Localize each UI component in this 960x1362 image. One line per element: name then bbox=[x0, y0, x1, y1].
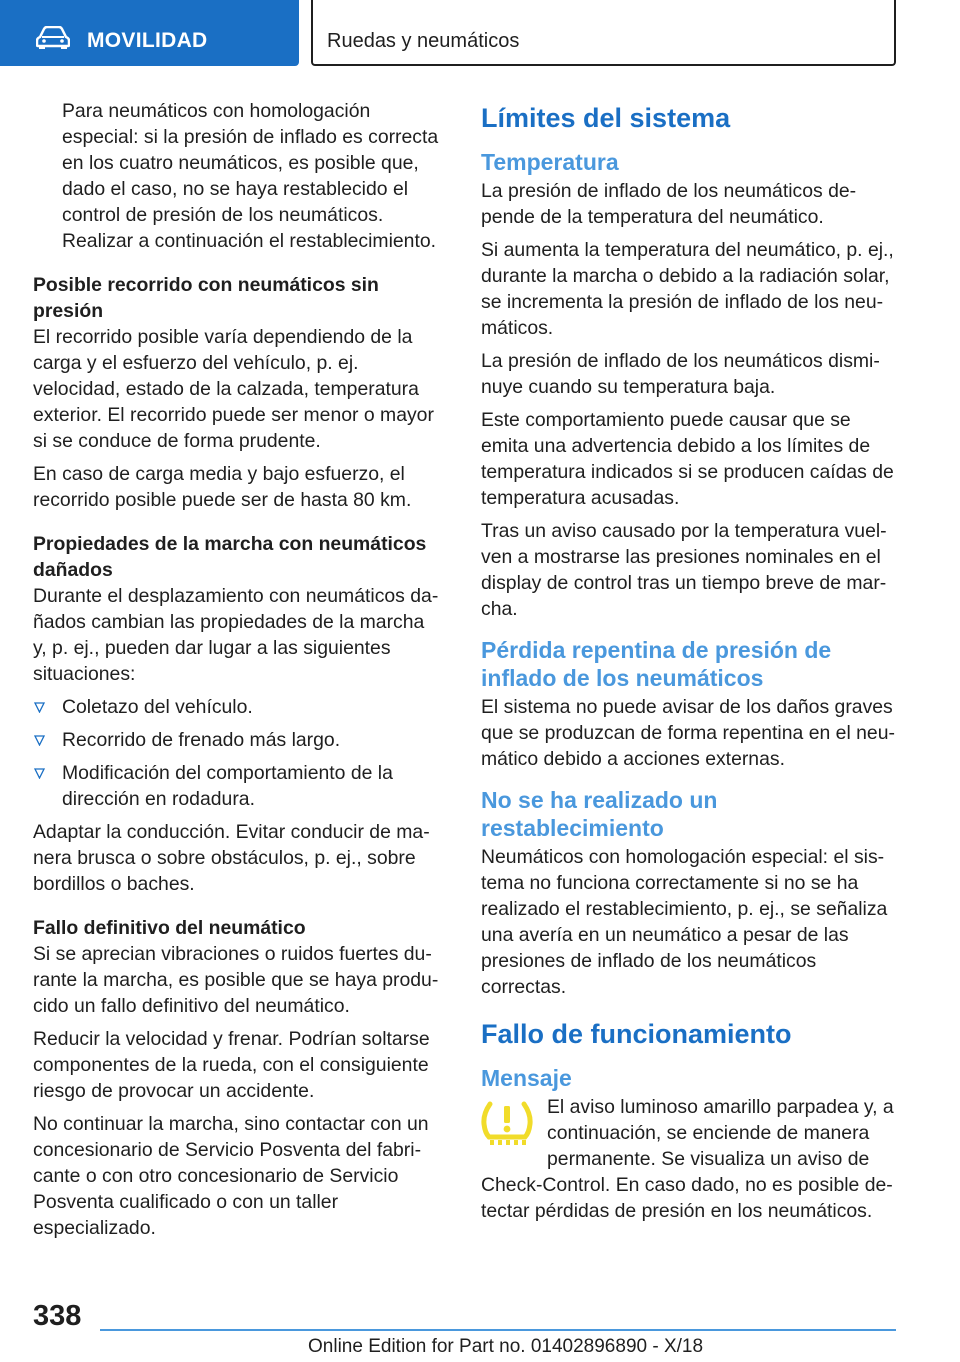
bullet-triangle-icon bbox=[34, 735, 45, 746]
chapter-header bbox=[311, 0, 896, 66]
list-item bbox=[33, 694, 443, 720]
heading-flat-range: Posible recorrido con neumáticos sin presión bbox=[33, 274, 379, 322]
paragraph: Neumáticos con homologación especial: el sistema no funciona correctamente si no se ha realizado el restablecimiento, p. ej., se señaliza una avería en un neumático a pesar de las presiones de inflado de los neumáticos correctas. bbox=[481, 846, 888, 998]
paragraph: El sistema no puede avisar de los daños graves que se produzcan de forma repentina en el neumático debido a acciones externas. bbox=[481, 696, 895, 770]
paragraph: Si aumenta la temperatura del neumático, p. ej., durante la marcha o debido a la radiación solar, se incrementa la presión de inflado de los neumáticos. bbox=[481, 239, 894, 339]
paragraph: Este comportamiento puede causar que se emita una advertencia debido a los límites de temperatura indicados si se producen caídas de temperatura acusadas. bbox=[481, 409, 894, 509]
paragraph: Adaptar la conducción. Evitar conducir de manera brusca o sobre obstáculos, p. ej., sobre bordillos o baches. bbox=[33, 821, 430, 895]
paragraph: No continuar la marcha, sino contactar con un concesionario de Servicio Posventa del fabricante o con otro concesionario de Servicio Posventa cualificado o con un taller especializado. bbox=[33, 1113, 429, 1239]
paragraph: La presión de inflado de los neumáticos depende de la temperatura del neumático. bbox=[481, 180, 857, 228]
paragraph: Check-Control. En caso dado, no es posible detectar pérdidas de presión en los neumáticos. bbox=[481, 1174, 893, 1222]
list-item-text: Recorrido de frenado más largo. bbox=[62, 729, 341, 751]
right-column bbox=[481, 98, 896, 1231]
heading-damaged-tires: Propiedades de la marcha con neumáticos dañados bbox=[33, 533, 427, 581]
heading-no-reset: No se ha realizado un restablecimiento bbox=[481, 787, 718, 841]
list-item bbox=[33, 727, 443, 753]
car-icon bbox=[36, 26, 70, 50]
heading-malfunction: Fallo de funcionamiento bbox=[481, 1019, 792, 1049]
paragraph: La presión de inflado de los neumáticos disminuye cuando su temperatura baja. bbox=[481, 350, 880, 398]
bullet-triangle-icon bbox=[34, 768, 45, 779]
heading-system-limits: Límites del sistema bbox=[481, 103, 731, 133]
list-item bbox=[33, 760, 443, 812]
footer-divider bbox=[100, 1329, 896, 1331]
heading-sudden-pressure-loss: Pérdida repentina de presión de inflado de los neumáticos bbox=[481, 637, 832, 691]
heading-temperature: Temperatura bbox=[481, 149, 619, 175]
warning-message bbox=[481, 1094, 896, 1224]
warning-line: permanente. Se visualiza un aviso de bbox=[547, 1148, 870, 1170]
list-item-text: Coletazo del vehículo. bbox=[62, 696, 253, 718]
warning-line: continuación, se enciende de manera bbox=[547, 1122, 870, 1144]
paragraph: El recorrido posible varía dependiendo de la carga y el esfuerzo del vehículo, p. ej. velocidad, estado de la calzada, temperatura exterior. El recorrido puede ser menor o mayor si se conduce de forma prudente. bbox=[33, 326, 434, 452]
paragraph: Reducir la velocidad y frenar. Podrían soltarse componentes de la rueda, con el consiguiente riesgo de provocar un accidente. bbox=[33, 1028, 430, 1102]
section-tab[interactable] bbox=[0, 0, 299, 66]
edition-note: Online Edition for Part no. 01402896890 - X/18 bbox=[308, 1336, 704, 1357]
warning-line: El aviso luminoso amarillo parpadea y, a bbox=[547, 1096, 894, 1118]
chapter-title: Ruedas y neumáticos bbox=[327, 30, 520, 52]
page-number: 338 bbox=[33, 1300, 82, 1332]
heading-tire-failure: Fallo definitivo del neumático bbox=[33, 917, 306, 939]
bullet-triangle-icon bbox=[34, 702, 45, 713]
heading-message: Mensaje bbox=[481, 1065, 572, 1091]
paragraph: Durante el desplazamiento con neumáticos dañados cambian las propiedades de la marcha y, p. ej., pueden dar lugar a las siguientes situaciones: bbox=[33, 585, 439, 685]
section-label: MOVILIDAD bbox=[87, 29, 208, 52]
intro-paragraph: Para neumáticos con homologación especial: si la presión de inflado es correcta en los cuatro neumáticos, es posible que, dado el caso, no se haya restablecido el control de presión de los neumáticos. Realizar a continuación el restablecimiento. bbox=[62, 100, 439, 252]
paragraph: En caso de carga media y bajo esfuerzo, el recorrido posible puede ser de hasta 80 km. bbox=[33, 463, 412, 511]
left-column bbox=[33, 98, 443, 1248]
list-item-text: Modificación del comportamiento de la dirección en rodadura. bbox=[62, 762, 393, 810]
tire-pressure-warning-icon bbox=[481, 1100, 533, 1146]
paragraph: Si se aprecian vibraciones o ruidos fuertes durante la marcha, es posible que se haya producido un fallo definitivo del neumático. bbox=[33, 943, 439, 1017]
paragraph: Tras un aviso causado por la temperatura vuelven a mostrarse las presiones nominales en el display de control tras un tiempo breve de marcha. bbox=[481, 520, 887, 620]
